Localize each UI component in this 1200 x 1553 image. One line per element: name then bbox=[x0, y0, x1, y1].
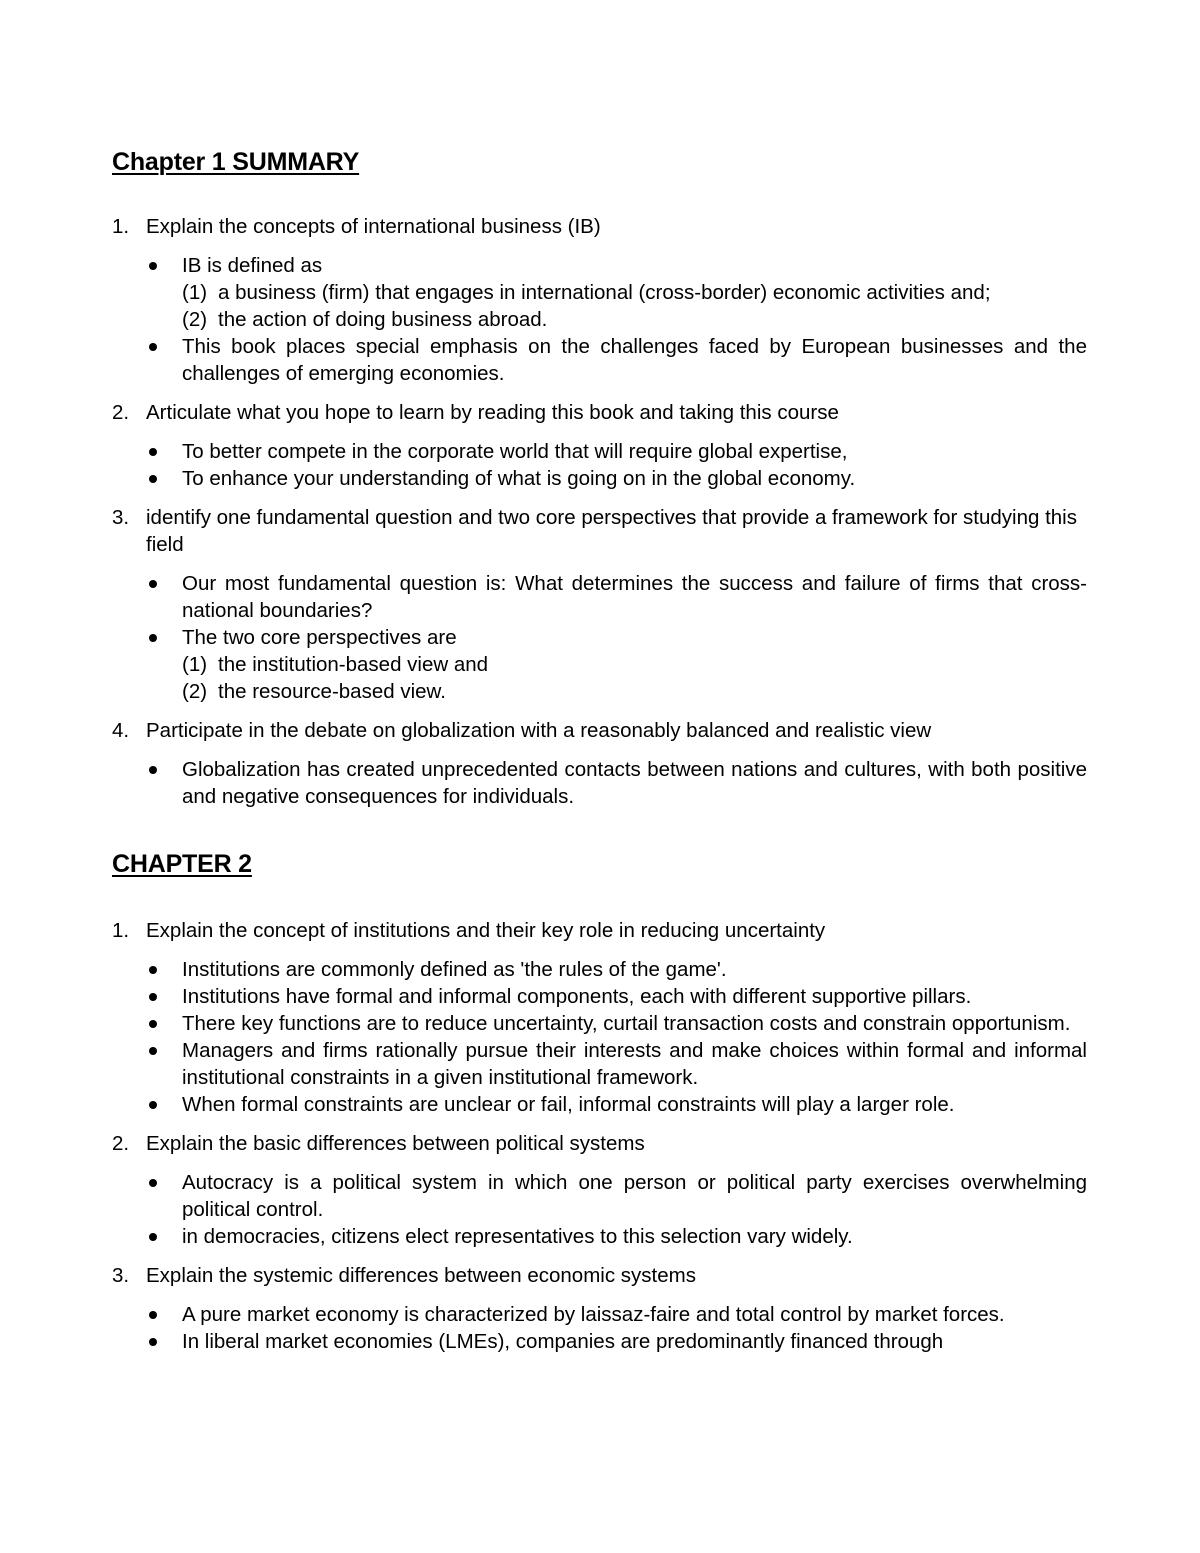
sub-item-text: the resource-based view. bbox=[218, 680, 446, 703]
sub-item-number: (2) bbox=[182, 680, 208, 703]
numbered-item bbox=[112, 399, 1087, 492]
item-number: 1. bbox=[112, 215, 130, 238]
bullet-icon bbox=[149, 1179, 157, 1187]
item-number: 1. bbox=[112, 919, 130, 942]
numbered-item bbox=[112, 717, 1087, 810]
bullet-item bbox=[146, 1328, 1087, 1355]
bullet-icon bbox=[149, 634, 157, 642]
item-number: 4. bbox=[112, 719, 130, 742]
item-heading: Articulate what you hope to learn by reading this book and taking this course bbox=[146, 401, 839, 424]
bullet-icon bbox=[149, 993, 157, 1001]
item-number: 2. bbox=[112, 1132, 130, 1155]
bullet-icon bbox=[149, 1020, 157, 1028]
bullet-list bbox=[146, 1301, 1087, 1355]
item-heading: Explain the basic differences between political systems bbox=[146, 1132, 645, 1155]
item-heading: Participate in the debate on globalization with a reasonably balanced and realistic view bbox=[146, 719, 932, 742]
bullet-text: Our most fundamental question is: What determines the success and failure of firms that cross-national boundaries? bbox=[182, 572, 1087, 622]
bullet-item bbox=[146, 1037, 1087, 1091]
bullet-item bbox=[146, 570, 1087, 624]
sub-item bbox=[182, 678, 1087, 705]
bullet-text: To better compete in the corporate world that will require global expertise, bbox=[182, 440, 848, 463]
bullet-text: When formal constraints are unclear or fail, informal constraints will play a larger role. bbox=[182, 1093, 955, 1116]
bullet-item bbox=[146, 1301, 1087, 1328]
item-number: 2. bbox=[112, 401, 130, 424]
bullet-item bbox=[146, 624, 1087, 705]
bullet-item bbox=[146, 756, 1087, 810]
bullet-item bbox=[146, 465, 1087, 492]
bullet-icon bbox=[149, 1311, 157, 1319]
bullet-icon bbox=[149, 475, 157, 483]
numbered-item bbox=[112, 1262, 1087, 1355]
sub-item-text: a business (firm) that engages in international (cross-border) economic activities and; bbox=[218, 281, 991, 304]
bullet-item bbox=[146, 1091, 1087, 1118]
bullet-text: Autocracy is a political system in which one person or political party exercises overwhelming political control. bbox=[182, 1171, 1087, 1221]
item-number: 3. bbox=[112, 506, 130, 529]
sub-item-number: (2) bbox=[182, 308, 208, 331]
bullet-text: This book places special emphasis on the challenges faced by European businesses and the challenges of emerging economies. bbox=[182, 335, 1087, 385]
sub-item bbox=[182, 279, 1087, 306]
bullet-icon bbox=[149, 580, 157, 588]
bullet-icon bbox=[149, 262, 157, 270]
sub-item-number: (1) bbox=[182, 281, 208, 304]
sub-list bbox=[182, 651, 1087, 705]
item-heading: Explain the systemic differences between economic systems bbox=[146, 1264, 696, 1287]
bullet-item bbox=[146, 1223, 1087, 1250]
bullet-text: Globalization has created unprecedented contacts between nations and cultures, with both positive and negative consequences for individuals. bbox=[182, 758, 1087, 808]
sub-item-number: (1) bbox=[182, 653, 208, 676]
bullet-item bbox=[146, 1010, 1087, 1037]
bullet-text: A pure market economy is characterized by laissaz-faire and total control by market forces. bbox=[182, 1303, 1005, 1326]
bullet-icon bbox=[149, 343, 157, 351]
bullet-icon bbox=[149, 966, 157, 974]
numbered-item bbox=[112, 213, 1087, 387]
bullet-item bbox=[146, 252, 1087, 333]
sub-item bbox=[182, 306, 1087, 333]
numbered-item bbox=[112, 504, 1087, 705]
item-heading: Explain the concepts of international business (IB) bbox=[146, 215, 601, 238]
bullet-text: in democracies, citizens elect representatives to this selection vary widely. bbox=[182, 1225, 853, 1248]
bullet-list bbox=[146, 252, 1087, 387]
bullet-icon bbox=[149, 1338, 157, 1346]
bullet-item bbox=[146, 333, 1087, 387]
chapter-1-title: Chapter 1 SUMMARY bbox=[112, 148, 360, 176]
bullet-text: There key functions are to reduce uncertainty, curtail transaction costs and constrain opportunism. bbox=[182, 1012, 1071, 1035]
bullet-icon bbox=[149, 1101, 157, 1109]
bullet-list bbox=[146, 956, 1087, 1118]
bullet-list bbox=[146, 438, 1087, 492]
chapter-2-title: CHAPTER 2 bbox=[112, 850, 252, 878]
bullet-icon bbox=[149, 448, 157, 456]
chapter-1-list bbox=[112, 213, 1087, 810]
bullet-icon bbox=[149, 766, 157, 774]
document-page bbox=[112, 146, 1087, 1355]
bullet-text: To enhance your understanding of what is going on in the global economy. bbox=[182, 467, 856, 490]
bullet-item bbox=[146, 983, 1087, 1010]
bullet-text: The two core perspectives are bbox=[182, 626, 457, 649]
sub-item bbox=[182, 651, 1087, 678]
item-number: 3. bbox=[112, 1264, 130, 1287]
numbered-item bbox=[112, 917, 1087, 1118]
bullet-item bbox=[146, 956, 1087, 983]
bullet-item bbox=[146, 1169, 1087, 1223]
bullet-list bbox=[146, 570, 1087, 705]
bullet-icon bbox=[149, 1047, 157, 1055]
bullet-text: Institutions have formal and informal components, each with different supportive pillars. bbox=[182, 985, 972, 1008]
bullet-icon bbox=[149, 1233, 157, 1241]
sub-list bbox=[182, 279, 1087, 333]
chapter-2-list bbox=[112, 917, 1087, 1355]
numbered-item bbox=[112, 1130, 1087, 1250]
bullet-item bbox=[146, 438, 1087, 465]
sub-item-text: the institution-based view and bbox=[218, 653, 489, 676]
bullet-text: Institutions are commonly defined as 'the rules of the game'. bbox=[182, 958, 727, 981]
bullet-list bbox=[146, 756, 1087, 810]
bullet-text: In liberal market economies (LMEs), companies are predominantly financed through bbox=[182, 1330, 944, 1353]
bullet-list bbox=[146, 1169, 1087, 1250]
bullet-text: IB is defined as bbox=[182, 254, 323, 277]
item-heading: identify one fundamental question and two core perspectives that provide a framework for studying this field bbox=[146, 506, 1077, 556]
item-heading: Explain the concept of institutions and their key role in reducing uncertainty bbox=[146, 919, 826, 942]
bullet-text: Managers and firms rationally pursue their interests and make choices within formal and informal institutional constraints in a given institutional framework. bbox=[182, 1039, 1087, 1089]
sub-item-text: the action of doing business abroad. bbox=[218, 308, 548, 331]
